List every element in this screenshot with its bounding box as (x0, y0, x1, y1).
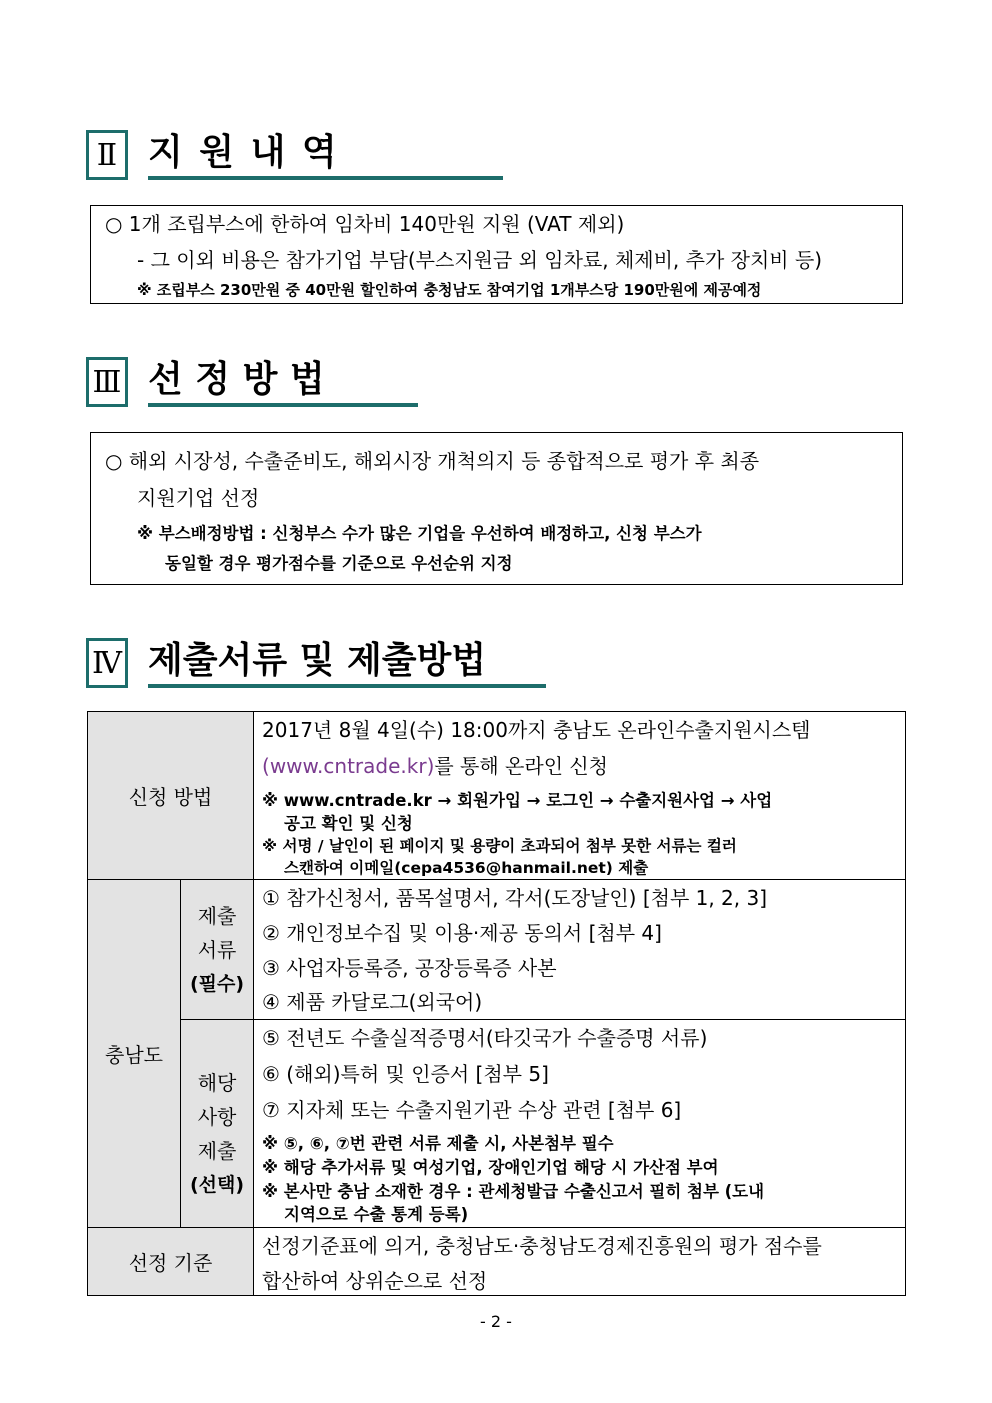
required-label-1: 제출 (197, 903, 237, 928)
criteria-line-1: 선정기준표에 의거, 충청남도·충청남도경제진흥원의 평가 점수를 (262, 1234, 822, 1258)
region-label: 충남도 (88, 880, 181, 1228)
apply-note-1a: ※ www.cntrade.kr → 회원가입 → 로그인 → 수출지원사업 → 사업 (262, 791, 773, 810)
section-number: Ⅲ (86, 357, 128, 407)
optional-note-3a: ※ 본사만 충남 소재한 경우 : 관세청발급 수출신고서 필히 첨부 (도내 (262, 1182, 765, 1201)
required-label-3: (필수) (189, 972, 245, 995)
required-label (181, 880, 254, 1020)
required-item-1: ① 참가신청서, 품목설명서, 각서(도장날인) [첨부 1, 2, 3] (262, 886, 768, 910)
apply-note-1b: 공고 확인 및 신청 (284, 814, 413, 833)
criteria-label: 선정 기준 (88, 1228, 254, 1296)
selection-line-2: 지원기업 선정 (137, 486, 260, 510)
criteria-line-2: 합산하여 상위순으로 선정 (262, 1269, 488, 1293)
apply-line-2 (262, 750, 608, 779)
section-title: 선 정 방 법 (148, 357, 418, 407)
table-row-required (88, 880, 906, 1020)
apply-note-2b: 스캔하여 이메일(cepa4536@hanmail.net) 제출 (284, 859, 649, 877)
required-item-2: ② 개인정보수집 및 이용·제공 동의서 [첨부 4] (262, 921, 662, 945)
apply-label: 신청 방법 (88, 712, 254, 880)
support-note: ※ 조립부스 230만원 중 40만원 할인하여 충청남도 참여기업 1개부스당 190만원에 제공예정 (137, 281, 762, 299)
optional-label-3: 제출 (197, 1138, 237, 1163)
section-number: Ⅳ (86, 638, 128, 688)
selection-note-2: 동일할 경우 평가점수를 기준으로 우선순위 지정 (165, 554, 513, 573)
criteria-content (254, 1228, 906, 1296)
optional-label (181, 1020, 254, 1228)
table-row-optional (88, 1020, 906, 1228)
required-label-2: 서류 (197, 937, 237, 962)
optional-item-5: ⑤ 전년도 수출실적증명서(타깃국가 수출증명 서류) (262, 1026, 708, 1050)
submission-table (87, 711, 906, 1296)
selection-box (90, 432, 903, 585)
section-number: Ⅱ (86, 130, 128, 180)
selection-line-1: ○ 해외 시장성, 수출준비도, 해외시장 개척의지 등 종합적으로 평가 후 최종 (105, 449, 760, 473)
optional-content (254, 1020, 906, 1228)
optional-label-4: (선택) (189, 1173, 245, 1196)
table-row-apply (88, 712, 906, 880)
page-number: - 2 - (480, 1312, 512, 1331)
table-row-criteria (88, 1228, 906, 1296)
optional-note-3b: 지역으로 수출 통계 등록) (284, 1205, 469, 1224)
section-title: 제출서류 및 제출방법 (148, 638, 546, 688)
apply-line-2-text: 를 통해 온라인 신청 (434, 754, 609, 778)
selection-note-1: ※ 부스배정방법 : 신청부스 수가 많은 기업을 우선하여 배정하고, 신청 부스가 (137, 524, 702, 543)
optional-label-2: 사항 (197, 1104, 237, 1129)
required-item-3: ③ 사업자등록증, 공장등록증 사본 (262, 956, 557, 980)
apply-url: (www.cntrade.kr) (262, 754, 435, 778)
optional-note-1: ※ ⑤, ⑥, ⑦번 관련 서류 제출 시, 사본첨부 필수 (262, 1134, 614, 1153)
section-title: 지 원 내 역 (148, 130, 503, 180)
support-line-1: ○ 1개 조립부스에 한하여 임차비 140만원 지원 (VAT 제외) (105, 212, 625, 236)
apply-note-2a: ※ 서명 / 날인이 된 페이지 및 용량이 초과되어 첨부 못한 서류는 컬러 (262, 837, 737, 855)
optional-item-6: ⑥ (해외)특허 및 인증서 [첨부 5] (262, 1062, 549, 1086)
required-content (254, 880, 906, 1020)
apply-line-1: 2017년 8월 4일(수) 18:00까지 충남도 온라인수출지원시스템 (262, 718, 811, 742)
optional-item-7: ⑦ 지자체 또는 수출지원기관 수상 관련 [첨부 6] (262, 1098, 682, 1122)
support-box (90, 205, 903, 304)
required-item-4: ④ 제품 카달로그(외국어) (262, 990, 483, 1014)
support-line-2: - 그 이외 비용은 참가기업 부담(부스지원금 외 임차료, 체제비, 추가 장치비 등) (137, 248, 823, 272)
optional-note-2: ※ 해당 추가서류 및 여성기업, 장애인기업 해당 시 가산점 부여 (262, 1158, 719, 1177)
optional-label-1: 해당 (197, 1070, 237, 1095)
apply-content (254, 712, 906, 880)
